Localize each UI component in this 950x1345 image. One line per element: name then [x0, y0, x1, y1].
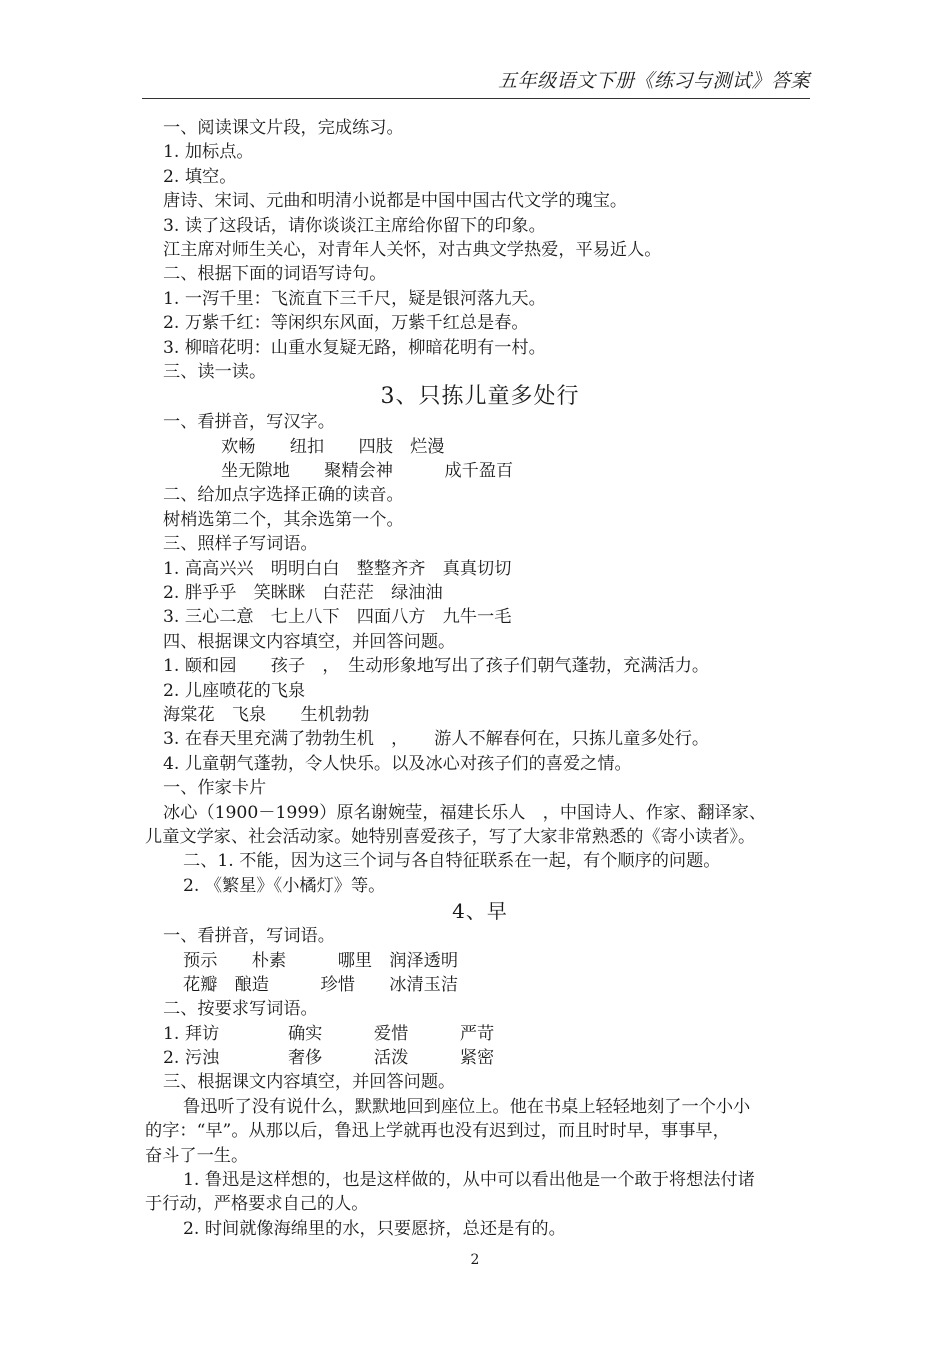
answer-line: 儿童文学家、社会活动家。她特别喜爱孩子，写了大家非常熟悉的《寄小读者》。: [145, 826, 756, 847]
answer-line: 奋斗了一生。: [145, 1145, 249, 1166]
page-number: 2: [470, 1252, 480, 1268]
answer-line: 鲁迅听了没有说什么，默默地回到座位上。他在书桌上轻轻地刻了一个小小: [183, 1096, 751, 1117]
section-3-answers: [145, 410, 815, 898]
section-4-answers: [145, 924, 815, 1241]
answer-line: 花瓣 酿造 珍惜 冰清玉洁: [183, 974, 459, 995]
answer-line: 树梢选第二个，其余选第一个。: [163, 509, 404, 530]
answer-line: 一、阅读课文片段，完成练习。: [163, 118, 404, 138]
answer-line: 3. 读了这段话，请你谈谈江主席给你留下的印象。: [163, 215, 546, 236]
answer-line: 二、按要求写词语。: [163, 999, 318, 1020]
answer-line: 2. 《繁星》《小橘灯》等。: [183, 875, 386, 896]
answer-line: 冰心（1900－1999）原名谢婉莹，福建长乐人 ，中国诗人、作家、翻译家、: [163, 802, 767, 823]
answer-line: 1. 一泻千里：飞流直下三千尺，疑是银河落九天。: [163, 288, 546, 309]
answer-line: 3. 柳暗花明：山重水复疑无路，柳暗花明有一村。: [163, 337, 546, 358]
answer-line: 1. 高高兴兴 明明白白 整整齐齐 真真切切: [163, 558, 512, 579]
answer-line: 2. 填空。: [163, 166, 237, 187]
answer-line: 二、根据下面的词语写诗句。: [163, 264, 387, 285]
answer-line: 二、1. 不能，因为这三个词与各自特征联系在一起，有个顺序的问题。: [183, 851, 721, 872]
answer-line: 2. 污浊 奢侈 活泼 紧密: [163, 1048, 495, 1069]
answer-line: 三、照样子写词语。: [163, 534, 318, 555]
answer-line: 3. 在春天里充满了勃勃生机 ， 游人不解春何在，只拣儿童多处行。: [163, 729, 710, 750]
answer-line: 唐诗、宋词、元曲和明清小说都是中国中国古代文学的瑰宝。: [163, 191, 628, 212]
answer-line: 坐无隙地 聚精会神 成千盈百: [221, 461, 514, 482]
answer-line: 欢畅 纽扣 四肢 烂漫: [221, 436, 445, 457]
answer-line: 预示 朴素 哪里 润泽透明: [183, 950, 459, 971]
answer-line: 一、作家卡片: [163, 778, 267, 799]
answer-line: 2. 万紫千红：等闲织东风面，万紫千红总是春。: [163, 313, 529, 334]
answer-line: 1. 加标点。: [163, 142, 254, 163]
section-3-title: 3、只拣儿童多处行: [380, 384, 580, 410]
answer-line: 海棠花 飞泉 生机勃勃: [163, 704, 370, 725]
answer-line: 一、看拼音，写汉字。: [163, 412, 335, 433]
answer-line: 江主席对师生关心，对青年人关怀，对古典文学热爱，平易近人。: [163, 239, 662, 260]
page-content: [145, 116, 815, 1241]
header-title: 五年级语文下册《练习与测试》答案: [497, 70, 810, 92]
answer-line: 于行动，严格要求自己的人。: [145, 1194, 369, 1215]
answer-line: 四、根据课文内容填空，并回答问题。: [163, 631, 456, 652]
answer-line: 4. 儿童朝气蓬勃，令人快乐。以及冰心对孩子们的喜爱之情。: [163, 753, 632, 774]
answer-line: 的字：“早”。从那以后，鲁迅上学就再也没有迟到过，而且时时早，事事早，: [145, 1121, 730, 1142]
answer-line: 2. 时间就像海绵里的水，只要愿挤，总还是有的。: [183, 1218, 566, 1239]
section-2-answers: [145, 116, 815, 384]
answer-line: 一、看拼音，写词语。: [163, 926, 335, 947]
answer-line: 1. 颐和园 孩子 ， 生动形象地写出了孩子们朝气蓬勃，充满活力。: [163, 656, 710, 677]
answer-line: 二、给加点字选择正确的读音。: [163, 485, 404, 506]
answer-line: 三、读一读。: [163, 361, 267, 382]
answer-line: 三、根据课文内容填空，并回答问题。: [163, 1072, 456, 1093]
answer-line: 2. 胖乎乎 笑眯眯 白茫茫 绿油油: [163, 583, 443, 604]
answer-line: 2. 儿座喷花的飞泉: [163, 680, 306, 701]
answer-line: 1. 拜访 确实 爱惜 严苛: [163, 1023, 495, 1044]
answer-line: 1. 鲁迅是这样想的，也是这样做的，从中可以看出他是一个敢于将想法付诸: [183, 1170, 755, 1191]
answer-line: 3. 三心二意 七上八下 四面八方 九牛一毛: [163, 607, 512, 628]
section-4-title: 4、早: [452, 899, 508, 924]
page-header: [142, 62, 810, 99]
